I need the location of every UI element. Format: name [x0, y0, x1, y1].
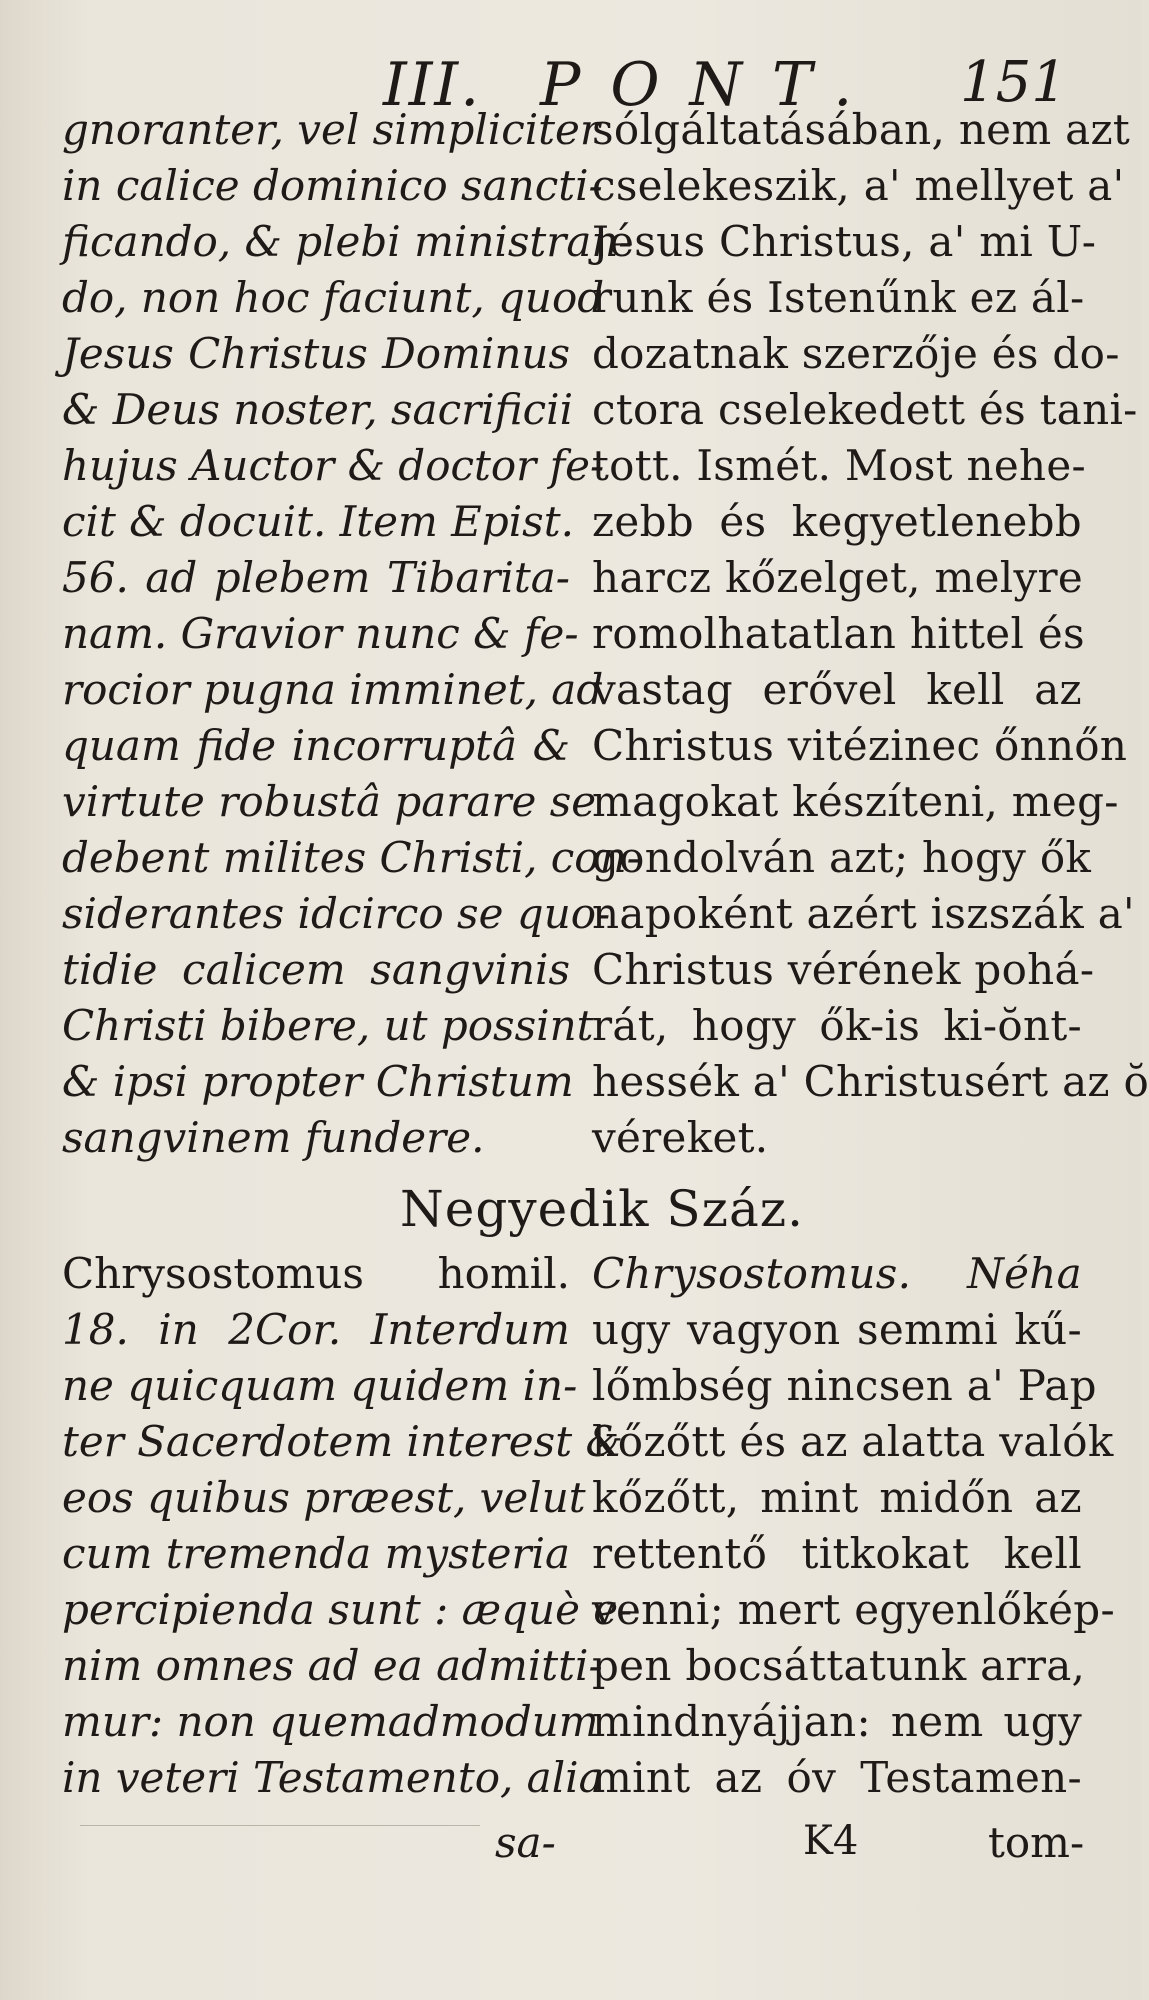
- latin-line: nim omnes ad ea admitti-: [62, 1641, 603, 1690]
- hungarian-line: rettentő titkokat kell: [592, 1529, 1082, 1578]
- hungarian-line: harcz kőzelget, melyre: [592, 553, 1084, 602]
- latin-line: Chrysostomus homil.: [62, 1249, 570, 1298]
- hungarian-line: ugy vagyon semmi kű-: [592, 1305, 1082, 1354]
- hungarian-line: mint az óv Testamen-: [592, 1753, 1082, 1802]
- signature-mark: K4: [803, 1818, 859, 1864]
- hungarian-line: sólgáltatásában, nem azt: [592, 105, 1131, 154]
- header-title: PONT.: [540, 50, 883, 120]
- latin-line: ter Sacerdotem interest &: [62, 1417, 623, 1466]
- hungarian-line: vastag erővel kell az: [592, 665, 1082, 714]
- hungarian-line: dozatnak szerzője és do-: [592, 329, 1120, 378]
- latin-line: Christi bibere, ut possint: [62, 1001, 594, 1050]
- hungarian-line: mindnyájjan: nem ugy: [592, 1697, 1082, 1746]
- latin-line: 56. ad plebem Tibarita-: [62, 553, 570, 602]
- latin-line: nam. Gravior nunc & fe-: [62, 609, 579, 658]
- hungarian-line: tott. Ismét. Most nehe-: [592, 441, 1087, 490]
- latin-column-bottom: [62, 1246, 633, 1806]
- hungarian-line: magokat készíteni, meg-: [592, 777, 1119, 826]
- hungarian-line: venni; mert egyenlőkép-: [592, 1585, 1115, 1634]
- hungarian-line: cselekeszik, a' mellyet a': [592, 161, 1125, 210]
- hungarian-line: Chrysostomus. Néha: [592, 1249, 1082, 1298]
- hungarian-line: kőzőtt, mint midőn az: [592, 1473, 1082, 1522]
- latin-line: eos quibus præest, velut: [62, 1473, 586, 1522]
- hungarian-line: Jésus Christus, a' mi U-: [592, 217, 1097, 266]
- latin-line: mur: non quemadmodum: [62, 1697, 599, 1746]
- hungarian-column-top: [592, 102, 1149, 1166]
- latin-line: quam fide incorruptâ &: [62, 721, 570, 770]
- hungarian-line: runk és Istenűnk ez ál-: [592, 273, 1085, 322]
- hungarian-line: véreket.: [592, 1113, 769, 1162]
- latin-line: virtute robustâ parare se: [62, 777, 597, 826]
- hungarian-line: rát, hogy ők-is ki-ŏnt-: [592, 1001, 1082, 1050]
- latin-line: hujus Auctor & doctor fe-: [62, 441, 605, 490]
- latin-line: & ipsi propter Christum: [62, 1057, 574, 1106]
- latin-line: cum tremenda mysteria: [62, 1529, 570, 1578]
- latin-line: & Deus noster, sacrificii: [62, 385, 574, 434]
- latin-line: percipienda sunt : æquè e-: [62, 1585, 633, 1634]
- hungarian-line: napoként azért iszszák a': [592, 889, 1135, 938]
- section-title: Negyedik Száz.: [400, 1180, 805, 1238]
- hungarian-line: Christus vitézinec őnnőn: [592, 721, 1128, 770]
- latin-line: Jesus Christus Dominus: [62, 329, 570, 378]
- page-number: 151: [960, 50, 1067, 115]
- latin-line: ne quicquam quidem in-: [62, 1361, 578, 1410]
- latin-line: tidie calicem sangvinis: [62, 945, 570, 994]
- hungarian-line: zebb és kegyetlenebb: [592, 497, 1082, 546]
- latin-line: sangvinem fundere.: [62, 1113, 485, 1162]
- latin-line: siderantes idcirco se quo-: [62, 889, 611, 938]
- latin-line: 18. in 2Cor. Interdum: [62, 1305, 570, 1354]
- hungarian-line: pen bocsáttatunk arra,: [592, 1641, 1086, 1690]
- latin-line: in veteri Testamento, alia: [62, 1753, 604, 1802]
- latin-line: debent milites Christi, con-: [62, 833, 641, 882]
- latin-line: gnoranter, vel simpliciter: [62, 105, 600, 154]
- catchword-left: sa-: [495, 1818, 556, 1867]
- hungarian-line: kőzőtt és az alatta valók: [592, 1417, 1114, 1466]
- latin-line: ficando, & plebi ministran-: [62, 217, 633, 266]
- latin-column-top: [62, 102, 641, 1166]
- hungarian-line: ctora cselekedett és tani-: [592, 385, 1138, 434]
- catchword-right: tom-: [988, 1818, 1085, 1867]
- footer-rule: [80, 1825, 480, 1826]
- header-section-number: III.: [383, 50, 482, 120]
- hungarian-line: romolhatatlan hittel és: [592, 609, 1085, 658]
- hungarian-line: Christus vérének pohá-: [592, 945, 1095, 994]
- hungarian-column-bottom: [592, 1246, 1115, 1806]
- latin-line: in calice dominico sancti-: [62, 161, 603, 210]
- hungarian-line: gondolván azt; hogy ők: [592, 833, 1092, 882]
- latin-line: cit & docuit. Item Epist.: [62, 497, 574, 546]
- hungarian-line: lőmbség nincsen a' Pap: [592, 1361, 1097, 1410]
- latin-line: do, non hoc faciunt, quod: [62, 273, 605, 322]
- latin-line: rocior pugna imminet, ad: [62, 665, 604, 714]
- hungarian-line: hessék a' Christusért az ŏ: [592, 1057, 1149, 1106]
